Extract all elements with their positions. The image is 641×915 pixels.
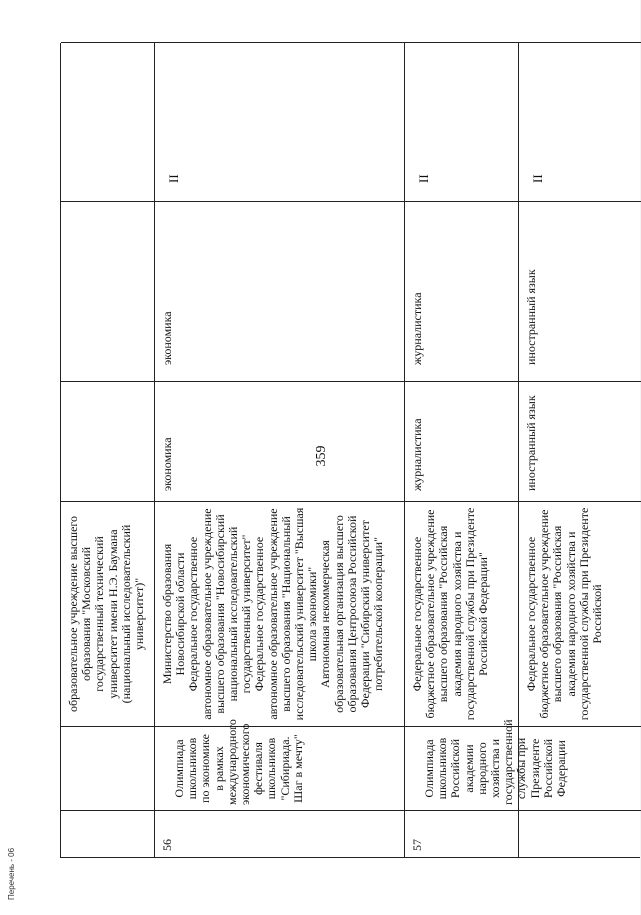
organizers: Федеральное государственное бюджетное образовательное учреждение высшего образования "Российская академия народного хозяйства и государственной службы при Президенте Российской bbox=[519, 501, 641, 726]
rotated-table-area bbox=[60, 43, 640, 858]
organizers: Министерство образования Новосибирской области Федеральное государственное автономное образовательное учреждение высшего образования "Новосибирский национальный исследовательский государственный университет" Федеральное государственное автономное образовательное учреждение высшего образования "Национальный исследовательский университет "Высшая школа экономики" Автономная некоммерческая образовательная организация высшего образования Центросоюза Российской Федерации "Сибирский университет потребительской кооперации" bbox=[155, 501, 405, 726]
olympiad-name: Олимпиада школьников по экономике в рамках международного экономического фестиваля школьников "Сибириада. Шаг в мечту" bbox=[155, 726, 405, 810]
subject: иностранный язык bbox=[519, 201, 641, 381]
level: II bbox=[519, 42, 641, 201]
subject bbox=[61, 201, 155, 381]
profile bbox=[61, 381, 155, 501]
row-number: 56 bbox=[155, 810, 405, 857]
footer-label: Перечень - 06 bbox=[7, 847, 16, 900]
level: II bbox=[155, 42, 405, 201]
row-number: 57 bbox=[405, 810, 519, 857]
row-number bbox=[61, 810, 155, 857]
organizers: Федеральное государственное бюджетное образовательное учреждение высшего образования "Российская академия народного хозяйства и государственной службы при Президенте Российской Федерации" bbox=[405, 501, 519, 726]
profile: экономика bbox=[155, 381, 405, 501]
olympiad-name: Олимпиада школьников Российской академии народного хозяйства и государственной службы при Президенте Российской Федерации bbox=[405, 726, 519, 810]
row-number bbox=[519, 810, 641, 857]
profile: журналистика bbox=[405, 381, 519, 501]
level: II bbox=[405, 42, 519, 201]
olympiad-name bbox=[519, 726, 641, 810]
subject: журналистика bbox=[405, 201, 519, 381]
profile: иностранный язык bbox=[519, 381, 641, 501]
level bbox=[61, 42, 155, 201]
organizers: образовательное учреждение высшего образования "Московский государственный технический университет имени Н.Э. Баумана (национальный исследовательский университет)" bbox=[61, 501, 155, 726]
page-number: 359 bbox=[314, 445, 329, 467]
olympiad-table bbox=[60, 43, 640, 858]
olympiad-name bbox=[61, 726, 155, 810]
subject: экономика bbox=[155, 201, 405, 381]
